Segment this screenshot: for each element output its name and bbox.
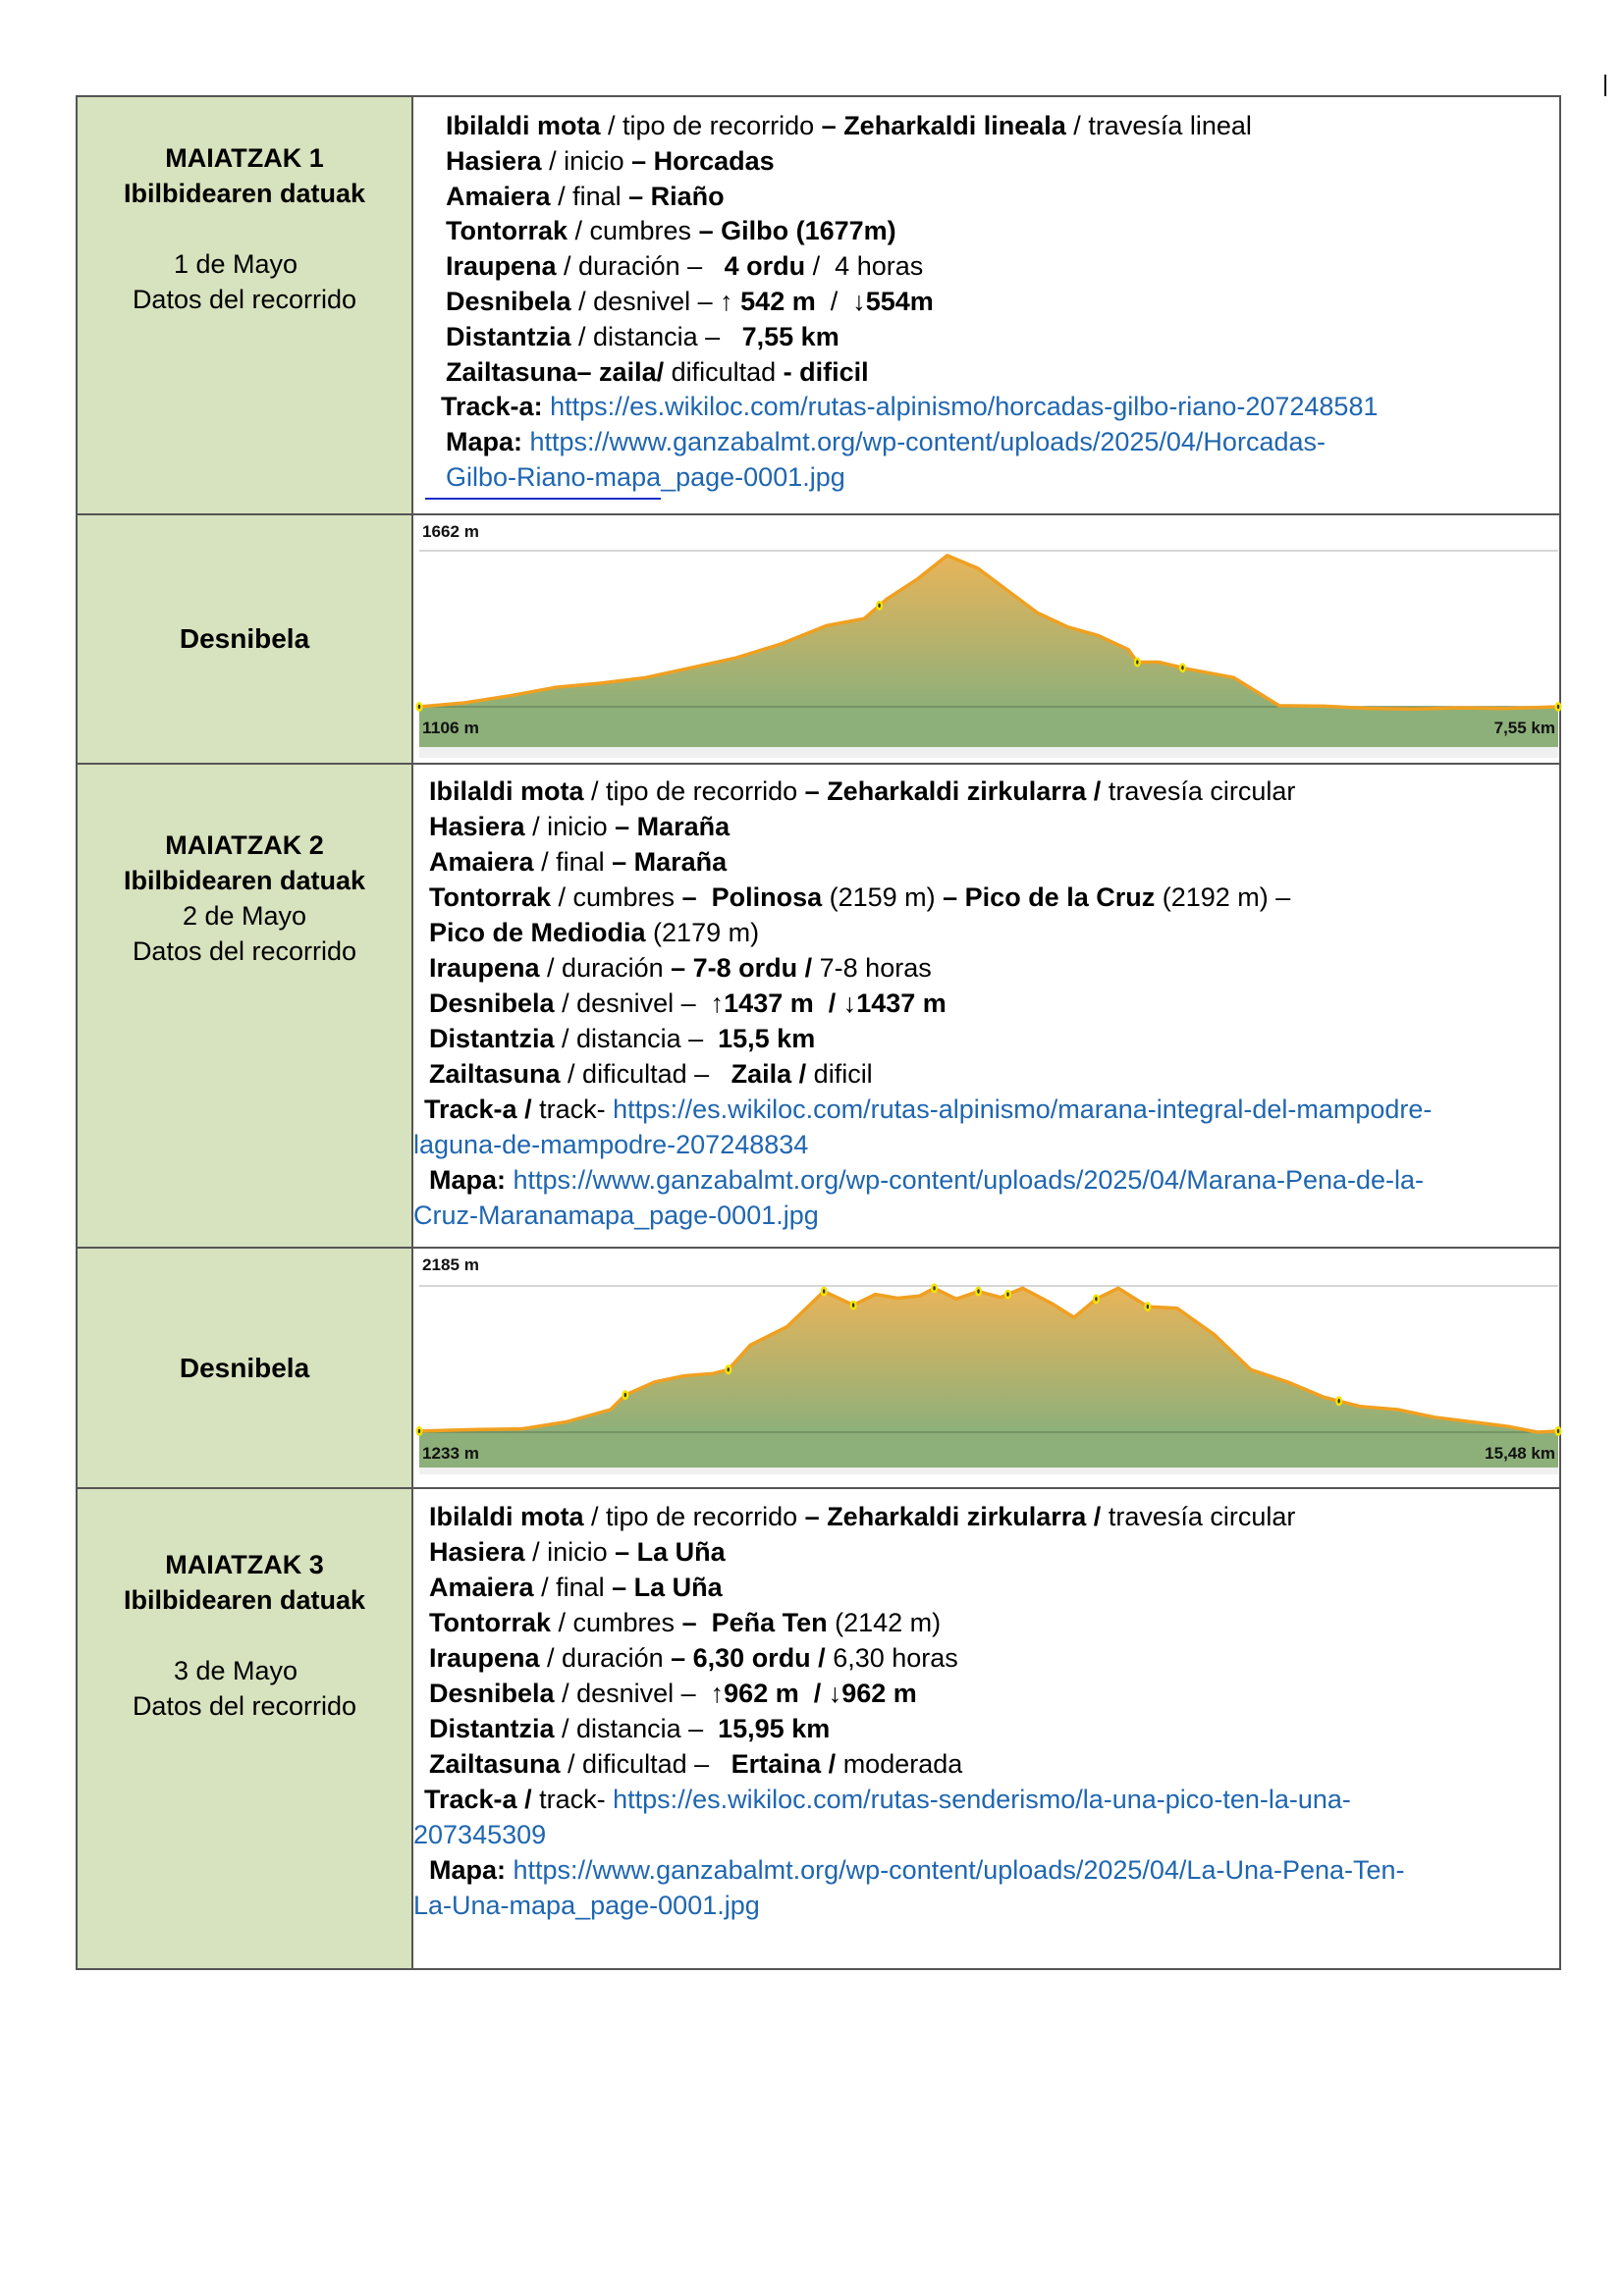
route-3-inicio: Hasiera / inicio – La Uña (429, 1537, 726, 1567)
route-2-profile-label-cell (77, 1248, 412, 1488)
route-1-mapa-cont (413, 460, 1559, 496)
route-2-duracion: Iraupena / duración – 7-8 ordu / 7-8 horas (429, 953, 932, 983)
route-1-info-row (77, 96, 1560, 514)
desnibela-label: Desnibela (179, 623, 310, 654)
route-2-map-link[interactable]: https://www.ganzabalmt.org/wp-content/uploads/2025/04/Marana-Pena-de-la- (513, 1165, 1425, 1195)
waypoint-marker[interactable] (975, 1286, 982, 1296)
route-2-mapa-cont (413, 1198, 1559, 1233)
route-1-tipo: Ibilaldi mota / tipo de recorrido – Zeharkaldi lineala / travesía lineal (446, 111, 1252, 140)
waypoint-center (852, 1303, 854, 1307)
waypoint-center (728, 1367, 730, 1371)
waypoint-center (1337, 1399, 1339, 1403)
route-2-day-eu: MAIATZAK 2 (165, 830, 324, 860)
route-2-inicio: Hasiera / inicio – Maraña (429, 812, 731, 841)
route-1-track: Track-a: https://es.wikiloc.com/rutas-alpinismo/horcadas-gilbo-riano-207248581 (441, 392, 1379, 422)
waypoint-marker[interactable] (876, 601, 883, 611)
chart-distance-label: 15,48 km (1485, 1444, 1555, 1463)
elevation-profile-chart-1 (413, 515, 1563, 763)
waypoint-center (1006, 1292, 1008, 1296)
waypoint-center (1095, 1297, 1097, 1301)
chart-base-band (419, 1432, 1558, 1468)
waypoint-center (878, 604, 880, 608)
route-3-subtitle-es: Datos del recorrido (132, 1691, 357, 1721)
route-3-label-cell (77, 1488, 412, 1969)
route-2-track-link-cont[interactable]: laguna-de-mampodre-207248834 (413, 1130, 809, 1159)
route-3-mapa-cont (413, 1888, 1559, 1923)
elevation-area (419, 1288, 1558, 1432)
waypoint-center (1136, 660, 1138, 664)
route-2-day-es: 2 de Mayo (182, 901, 307, 931)
waypoint-marker[interactable] (931, 1283, 938, 1293)
route-3-day-eu: MAIATZAK 3 (165, 1550, 324, 1579)
route-3-day-es: 3 de Mayo (173, 1656, 298, 1685)
route-2-dificultad: Zailtasuna / dificultad – Zaila / dificil (429, 1059, 873, 1089)
route-1-label-cell (77, 96, 412, 514)
chart-distance-label: 7,55 km (1493, 719, 1555, 737)
route-1-profile-row (77, 514, 1560, 764)
route-3-desnivel: Desnibela / desnivel – ↑962 m / ↓962 m (429, 1679, 917, 1708)
routes-table (76, 95, 1561, 1970)
waypoint-center (624, 1393, 626, 1397)
waypoint-center (418, 705, 420, 709)
route-2-info-cell (412, 764, 1560, 1248)
route-2-info-row (77, 764, 1560, 1248)
route-2-cumbres-cont: Pico de Mediodia (2179 m) (429, 918, 760, 947)
route-3-subtitle-eu: Ibilbidearen datuak (123, 1585, 366, 1615)
waypoint-marker[interactable] (416, 1426, 423, 1436)
waypoint-center (1147, 1305, 1149, 1308)
waypoint-center (933, 1286, 935, 1290)
elevation-profile-chart-2 (413, 1249, 1563, 1487)
route-3-track-link-cont[interactable]: 207345309 (413, 1820, 547, 1849)
waypoint-marker[interactable] (622, 1390, 628, 1400)
chart-min-label: 1233 m (422, 1444, 479, 1463)
route-2-profile-cell (412, 1248, 1560, 1488)
route-1-subtitle-eu: Ibilbidearen datuak (123, 179, 366, 208)
waypoint-center (1557, 1429, 1559, 1433)
waypoint-marker[interactable] (416, 702, 423, 712)
route-2-subtitle-es: Datos del recorrido (132, 936, 357, 966)
page-margin-mark (1604, 75, 1606, 96)
route-3-info-cell (412, 1488, 1560, 1969)
route-3-track-cont (413, 1817, 1559, 1852)
route-2-track-cont (413, 1127, 1559, 1162)
waypoint-marker[interactable] (1555, 702, 1562, 712)
route-1-map-link[interactable]: https://www.ganzabalmt.org/wp-content/uploads/2025/04/Horcadas- (522, 427, 1326, 457)
route-3-track-link[interactable]: https://es.wikiloc.com/rutas-senderismo/la-una-pico-ten-la-una- (613, 1785, 1351, 1814)
route-1-distancia: Distantzia / distancia – 7,55 km (446, 321, 839, 351)
route-3-dificultad: Zailtasuna / dificultad – Ertaina / moderada (429, 1749, 963, 1779)
route-2-cumbres: Tontorrak / cumbres – Polinosa (2159 m) – Pico de la Cruz (2192 m) – (429, 882, 1291, 912)
route-1-info-cell (412, 96, 1560, 514)
waypoint-marker[interactable] (1555, 1426, 1562, 1436)
route-2-final: Amaiera / final – Maraña (429, 847, 728, 877)
waypoint-marker[interactable] (1335, 1396, 1342, 1406)
route-3-map-link-cont[interactable]: La-Una-mapa_page-0001.jpg (413, 1891, 760, 1920)
desnibela-label: Desnibela (179, 1352, 310, 1383)
chart-foot-band (419, 1468, 1558, 1474)
route-2-map-link-cont[interactable]: Cruz-Maranamapa_page-0001.jpg (413, 1201, 819, 1230)
route-2-track: Track-a / track- https://es.wikiloc.com/rutas-alpinismo/marana-integral-del-mampodre- (424, 1095, 1433, 1124)
route-3-map-link[interactable]: https://www.ganzabalmt.org/wp-content/uploads/2025/04/La-Una-Pena-Ten- (513, 1855, 1405, 1885)
route-1-map-link-cont[interactable]: Gilbo-Riano-mapa_page-0001.jpg (446, 461, 845, 492)
route-3-duracion: Iraupena / duración – 6,30 ordu / 6,30 horas (429, 1643, 958, 1673)
route-2-subtitle-eu: Ibilbidearen datuak (123, 866, 366, 895)
route-1-duracion: Iraupena / duración – 4 ordu / 4 horas (446, 251, 924, 282)
chart-min-label: 1106 m (422, 719, 479, 737)
waypoint-marker[interactable] (1134, 658, 1141, 667)
waypoint-marker[interactable] (1004, 1290, 1011, 1300)
route-1-desnivel: Desnibela / desnivel – ↑ 542 m / ↓554m (446, 286, 934, 316)
route-1-final: Amaiera / final – Riaño (446, 181, 725, 211)
route-3-track: Track-a / track- https://es.wikiloc.com/rutas-senderismo/la-una-pico-ten-la-una- (424, 1785, 1351, 1814)
chart-max-label: 1662 m (422, 522, 479, 541)
route-2-profile-row (77, 1248, 1560, 1488)
chart-max-label: 2185 m (422, 1255, 479, 1274)
waypoint-marker[interactable] (1179, 663, 1186, 672)
route-1-track-link[interactable]: https://es.wikiloc.com/rutas-alpinismo/horcadas-gilbo-riano-207248581 (550, 392, 1379, 422)
waypoint-marker[interactable] (1144, 1302, 1151, 1311)
route-1-subtitle-es: Datos del recorrido (132, 285, 357, 314)
waypoint-center (1557, 705, 1559, 709)
route-2-distancia: Distantzia / distancia – 15,5 km (429, 1024, 816, 1053)
route-3-tipo: Ibilaldi mota / tipo de recorrido – Zeharkaldi zirkularra / travesía circular (429, 1502, 1296, 1531)
route-2-mapa: Mapa: https://www.ganzabalmt.org/wp-content/uploads/2025/04/Marana-Pena-de-la- (429, 1165, 1425, 1195)
route-2-tipo: Ibilaldi mota / tipo de recorrido – Zeharkaldi zirkularra / travesía circular (429, 776, 1296, 806)
blue-underline-divider (425, 498, 661, 500)
waypoint-marker[interactable] (850, 1301, 857, 1310)
route-3-mapa: Mapa: https://www.ganzabalmt.org/wp-content/uploads/2025/04/La-Una-Pena-Ten- (429, 1855, 1405, 1885)
route-2-desnivel: Desnibela / desnivel – ↑1437 m / ↓1437 m (429, 988, 947, 1018)
route-1-dificultad: Zailtasuna– zaila/ dificultad - dificil (446, 356, 869, 387)
route-2-label-cell (77, 764, 412, 1248)
route-2-track-link[interactable]: https://es.wikiloc.com/rutas-alpinismo/marana-integral-del-mampodre- (613, 1095, 1433, 1124)
route-3-final: Amaiera / final – La Uña (429, 1573, 723, 1602)
route-1-mapa: Mapa: https://www.ganzabalmt.org/wp-content/uploads/2025/04/Horcadas- (446, 427, 1326, 457)
route-1-day-eu: MAIATZAK 1 (165, 143, 324, 173)
route-1-profile-cell (412, 514, 1560, 764)
waypoint-center (823, 1289, 825, 1293)
route-1-day-es: 1 de Mayo (173, 249, 298, 279)
waypoint-center (1181, 666, 1183, 669)
route-1-inicio: Hasiera / inicio – Horcadas (446, 145, 775, 176)
waypoint-center (977, 1289, 979, 1293)
route-1-cumbres: Tontorrak / cumbres – Gilbo (1677m) (446, 216, 896, 246)
waypoint-marker[interactable] (821, 1286, 828, 1296)
route-3-info-row (77, 1488, 1560, 1969)
waypoint-center (418, 1429, 420, 1433)
route-3-distancia: Distantzia / distancia – 15,95 km (429, 1714, 831, 1743)
waypoint-marker[interactable] (1093, 1294, 1100, 1304)
chart-foot-band (419, 747, 1558, 758)
chart-base-band (419, 707, 1558, 747)
waypoint-marker[interactable] (725, 1364, 731, 1374)
route-3-cumbres: Tontorrak / cumbres – Peña Ten (2142 m) (429, 1608, 942, 1637)
route-1-profile-label-cell (77, 514, 412, 764)
